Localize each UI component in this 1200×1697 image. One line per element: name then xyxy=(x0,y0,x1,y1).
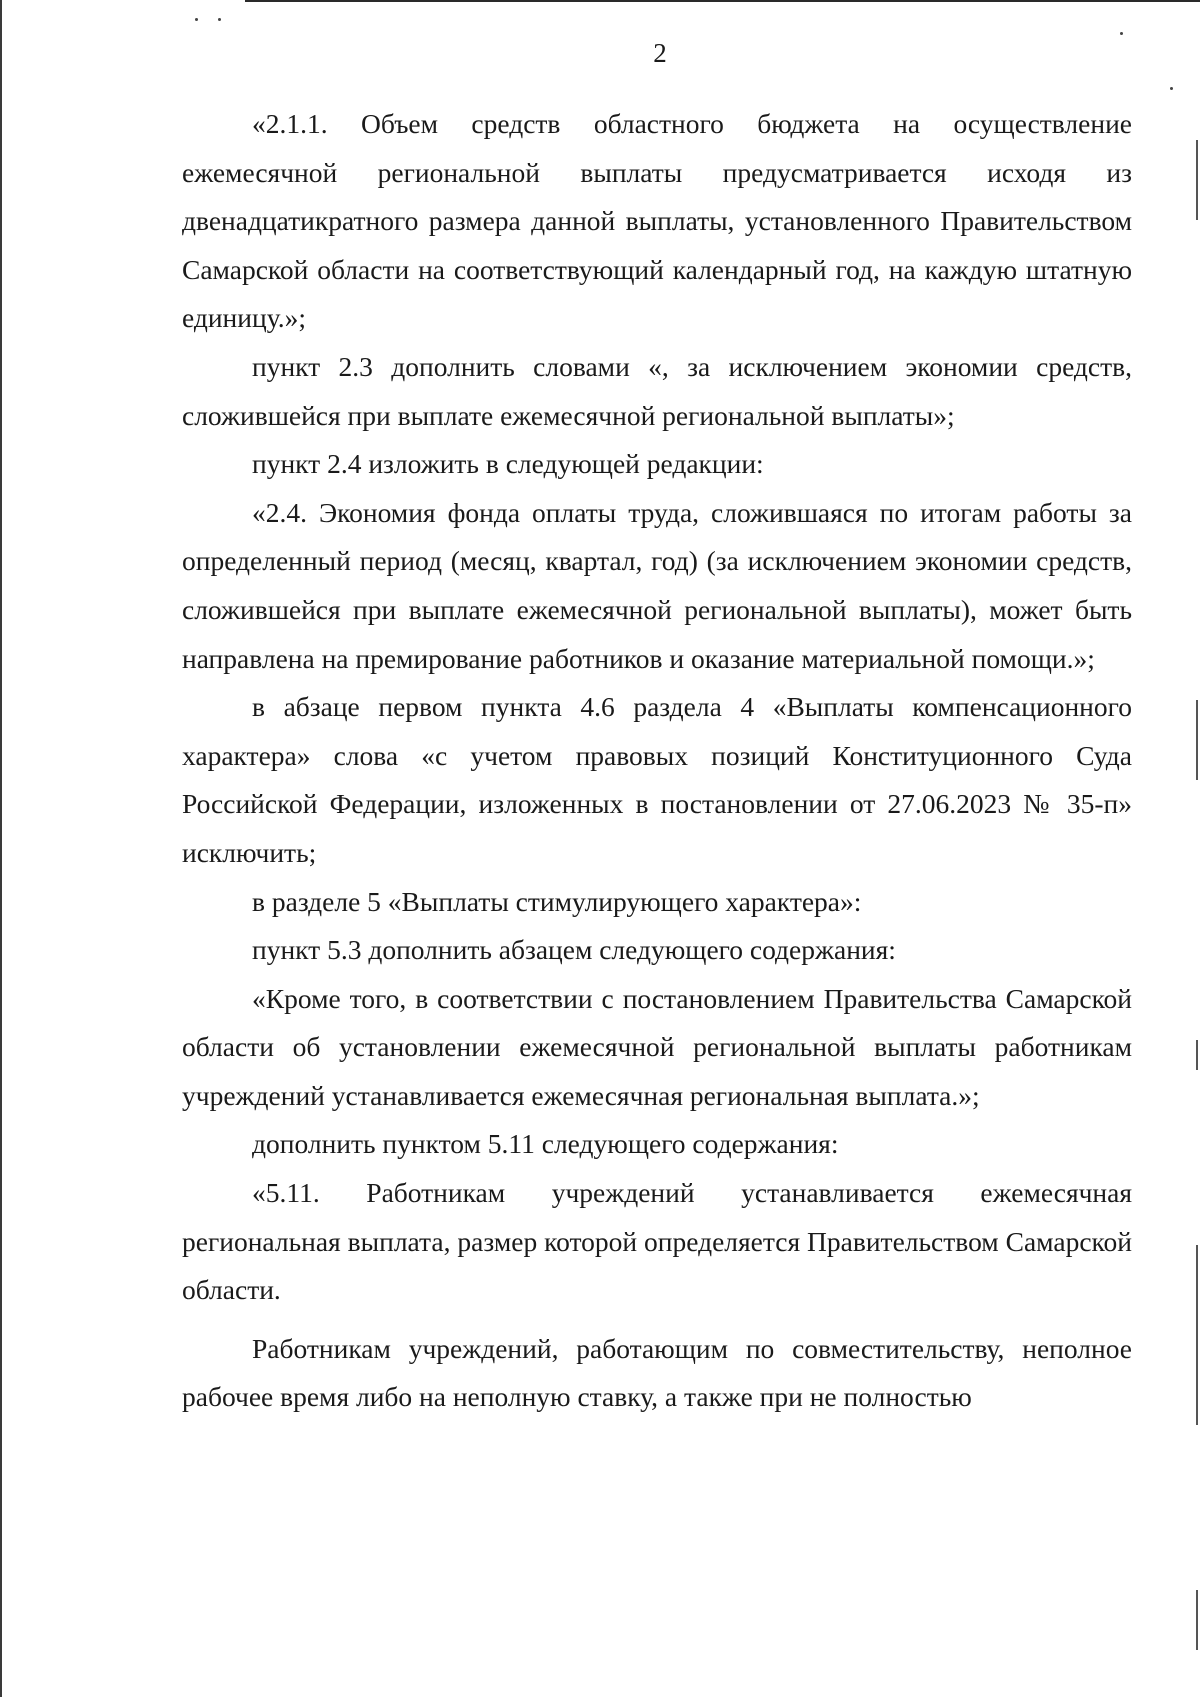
paragraph: «2.1.1. Объем средств областного бюджета на осуществление ежемесячной региональной выплаты предусматривается исходя из двенадцатикратного размера данной выплаты, установленного Правительством Самарской области на соответствующий календарный год, на каждую штатную единицу.»; xyxy=(182,108,1132,334)
scan-speck xyxy=(218,18,221,21)
page-number: 2 xyxy=(653,38,667,68)
scan-edge-mark xyxy=(1196,140,1198,220)
paragraph: «2.4. Экономия фонда оплаты труда, сложившаяся по итогам работы за определенный период (месяц, квартал, год) (за исключением экономии средств, сложившейся при выплате ежемесячной региональной выплаты), может быть направлена на премирование работников и оказание материальной помощи.»; xyxy=(182,496,1132,674)
paragraph: Работникам учреждений, работающим по совместительству, неполное рабочее время либо на неполную ставку, а также при не полностью xyxy=(182,1332,1132,1413)
paragraph: дополнить пунктом 5.11 следующего содержания: xyxy=(252,1128,839,1160)
scan-speck xyxy=(195,18,198,21)
paragraph: пункт 2.4 изложить в следующей редакции: xyxy=(252,448,764,480)
scan-edge-mark xyxy=(1196,1590,1198,1650)
scan-top-rule xyxy=(245,0,1200,2)
paragraph: в абзаце первом пункта 4.6 раздела 4 «Выплаты компенсационного характера» слова «с учетом правовых позиций Конституционного Суда Российской Федерации, изложенных в постановлении от 27.06.2023 № 35-п» исключить; xyxy=(182,691,1132,868)
scan-left-edge xyxy=(0,0,2,1697)
scan-speck xyxy=(1120,32,1123,35)
scan-edge-mark xyxy=(1196,1245,1198,1425)
scan-edge-mark xyxy=(1196,1040,1198,1070)
document-body xyxy=(182,100,1132,1422)
paragraph: «Кроме того, в соответствии с постановлением Правительства Самарской области об установлении ежемесячной региональной выплаты работникам учреждений устанавливается ежемесячная региональная выплата.»; xyxy=(182,982,1132,1111)
paragraph: в разделе 5 «Выплаты стимулирующего характера»: xyxy=(252,885,862,917)
paragraph: пункт 5.3 дополнить абзацем следующего содержания: xyxy=(252,934,896,966)
paragraph: «5.11. Работникам учреждений устанавливается ежемесячная региональная выплата, размер которой определяется Правительством Самарской области. xyxy=(182,1177,1132,1306)
paragraph: пункт 2.3 дополнить словами «, за исключением экономии средств, сложившейся при выплате ежемесячной региональной выплаты»; xyxy=(182,350,1132,431)
scan-edge-mark xyxy=(1196,700,1198,780)
scan-speck xyxy=(1170,87,1173,90)
